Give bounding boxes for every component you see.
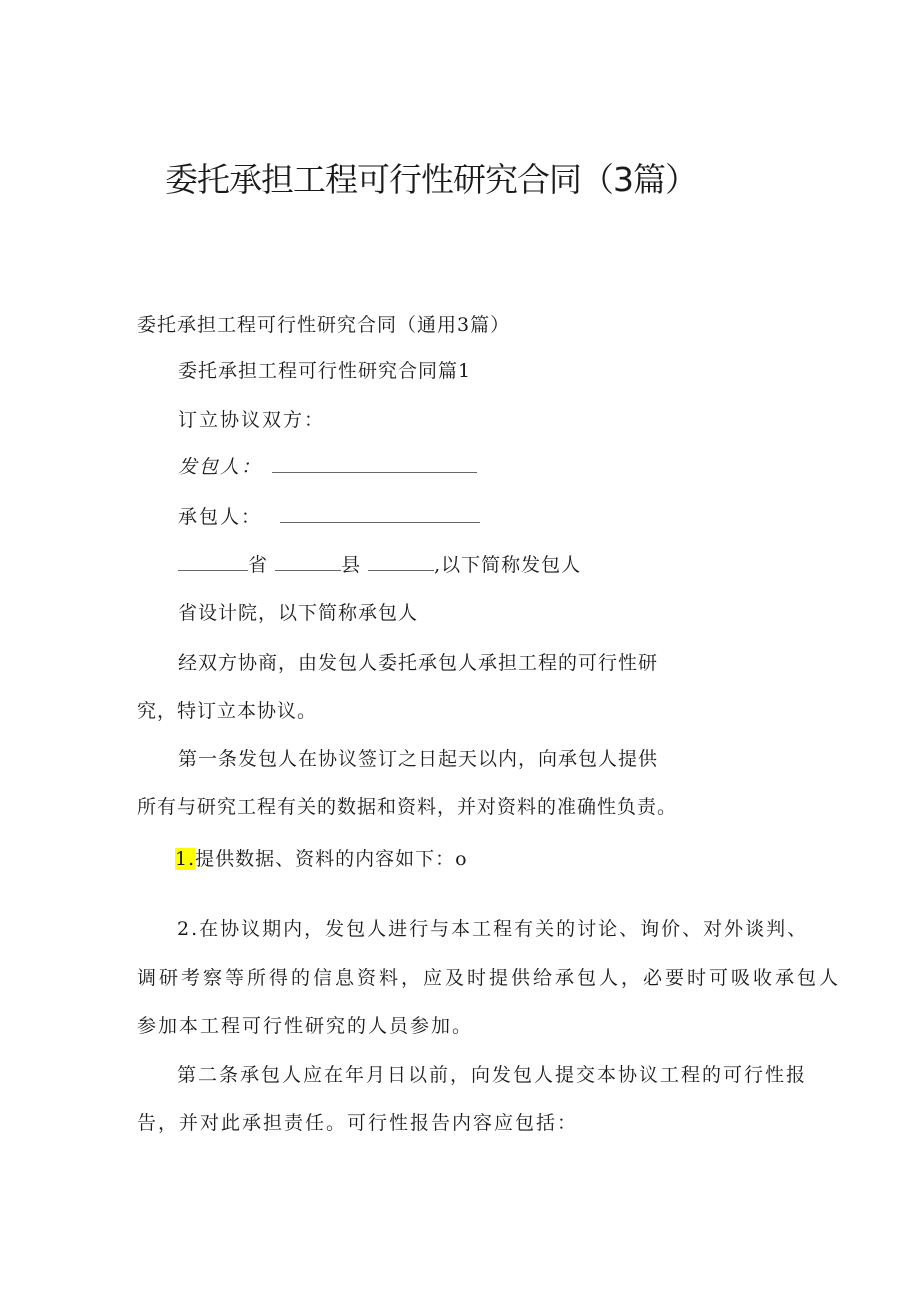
para1-line2: 究，特订立本协议。: [137, 700, 318, 722]
section-heading: 委托承担工程可行性研究合同篇1: [178, 360, 472, 382]
item2-line2: 调研考察等所得的信息资料，应及时提供给承包人，必要时可吸收承包人: [137, 967, 842, 989]
county-label: 县: [341, 554, 362, 576]
item2-line3: 参加本工程可行性研究的人员参加。: [137, 1015, 474, 1037]
employer-label: 发包人：: [178, 456, 263, 478]
item2-line1: 2.在协议期内，发包人进行与本工程有关的讨论、询价、对外谈判、: [177, 918, 809, 940]
parties-label: 订立协议双方：: [178, 409, 326, 431]
document-subtitle: 委托承担工程可行性研究合同（通用3篇）: [137, 314, 511, 336]
para1-line1: 经双方协商，由发包人委托承包人承担工程的可行性研: [178, 652, 659, 674]
employer-field: [178, 454, 477, 480]
county-blank: [275, 552, 341, 571]
article2-line1: 第二条承包人应在年月日以前，向发包人提交本协议工程的可行性报: [177, 1064, 808, 1086]
contractor-label: 承包人：: [178, 506, 263, 528]
contractor-field: [178, 504, 480, 530]
article2-line2: 告，并对此承担责任。可行性报告内容应包括：: [137, 1112, 579, 1134]
article1-line2: 所有与研究工程有关的数据和资料，并对资料的准确性负责。: [137, 796, 678, 818]
item1: [175, 846, 468, 872]
article1-line1: 第一条发包人在协议签订之日起天以内，向承包人提供: [178, 748, 659, 770]
employer-blank: [272, 454, 477, 473]
location-line: [178, 552, 581, 578]
item1-text: 提供数据、资料的内容如下：o: [195, 848, 468, 870]
employer-alias: ,以下简称发包人: [434, 554, 582, 576]
location-blank: [368, 552, 434, 571]
document-title: 委托承担工程可行性研究合同（3篇）: [165, 160, 697, 199]
item1-number: 1.: [175, 848, 196, 870]
province-blank: [178, 552, 248, 571]
contractor-blank: [280, 504, 480, 523]
contractor-alias: 省设计院，以下简称承包人: [178, 602, 419, 624]
province-label: 省: [248, 554, 269, 576]
